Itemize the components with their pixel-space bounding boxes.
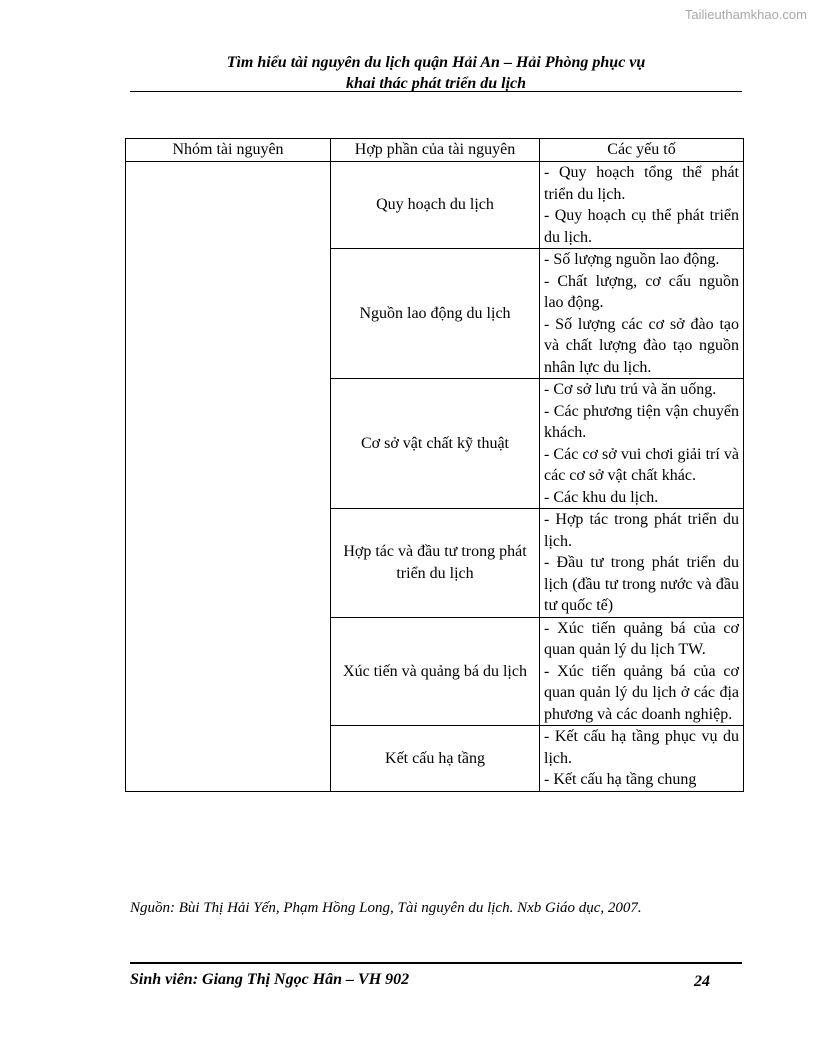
column-header-group: Nhóm tài nguyên — [126, 139, 331, 162]
element-item: - Kết cấu hạ tầng chung — [544, 771, 697, 788]
component-cell: Quy hoạch du lịch — [331, 162, 540, 249]
element-item: - Kết cấu hạ tầng phục vụ du lịch. — [544, 728, 739, 767]
elements-cell — [540, 162, 744, 249]
component-cell: Cơ sở vật chất kỹ thuật — [331, 379, 540, 509]
page-number: 24 — [694, 973, 710, 990]
element-item: - Xúc tiến quảng bá của cơ quan quản lý du lịch TW. — [544, 619, 739, 658]
element-item: - Số lượng các cơ sở đào tạo và chất lượng đào tạo nguồn nhân lực du lịch. — [544, 315, 739, 376]
element-item: - Quy hoạch tổng thể phát triển du lịch. — [544, 164, 739, 203]
element-item: - Cơ sở lưu trú và ăn uống. — [544, 381, 717, 398]
header-title-line-2: khai thác phát triển du lịch — [345, 75, 527, 92]
column-header-elements: Các yếu tố — [540, 139, 744, 162]
table-row — [126, 162, 744, 249]
header-title-line-1: Tìm hiểu tài nguyên du lịch quận Hải An – Hải Phòng phục vụ — [226, 54, 646, 71]
header-divider — [130, 91, 742, 92]
component-cell: Nguồn lao động du lịch — [331, 249, 540, 379]
element-item: - Đầu tư trong phát triển du lịch (đầu tư trong nước và đầu tư quốc tế) — [544, 554, 739, 614]
resource-table — [125, 138, 744, 792]
page-header — [130, 52, 742, 94]
elements-cell — [540, 617, 744, 726]
element-item: - Xúc tiến quảng bá của cơ quan quản lý du lịch ở các địa phương và các doanh nghiệp. — [544, 662, 739, 723]
element-item: - Hợp tác trong phát triển du lịch. — [544, 511, 739, 550]
table-header-row — [126, 139, 744, 162]
footer-divider — [130, 962, 742, 964]
column-header-component: Hợp phần của tài nguyên — [331, 139, 540, 162]
element-item: - Các khu du lịch. — [544, 488, 659, 506]
elements-cell — [540, 509, 744, 618]
source-citation: Nguồn: Bùi Thị Hải Yến, Phạm Hồng Long, Tài nguyên du lịch. Nxb Giáo dục, 2007. — [130, 900, 642, 916]
watermark-text: Tailieuthamkhao.com — [684, 7, 807, 22]
element-item: - Các phương tiện vận chuyển khách. — [544, 402, 739, 441]
component-cell: Xúc tiến và quảng bá du lịch — [331, 617, 540, 726]
elements-cell — [540, 249, 744, 379]
element-item: - Các cơ sở vui chơi giải trí và các cơ sở vật chất khác. — [544, 445, 739, 484]
component-cell: Hợp tác và đầu tư trong phát triển du lịch — [331, 509, 540, 618]
element-item: - Chất lượng, cơ cấu nguồn lao động. — [544, 272, 739, 311]
resource-group-cell — [126, 162, 331, 792]
element-item: - Số lượng nguồn lao động. — [544, 251, 720, 268]
footer-student: Sinh viên: Giang Thị Ngọc Hân – VH 902 — [130, 971, 410, 988]
elements-cell — [540, 726, 744, 792]
element-item: - Quy hoạch cụ thể phát triển du lịch. — [544, 207, 739, 246]
elements-cell — [540, 379, 744, 509]
component-cell: Kết cấu hạ tầng — [331, 726, 540, 792]
